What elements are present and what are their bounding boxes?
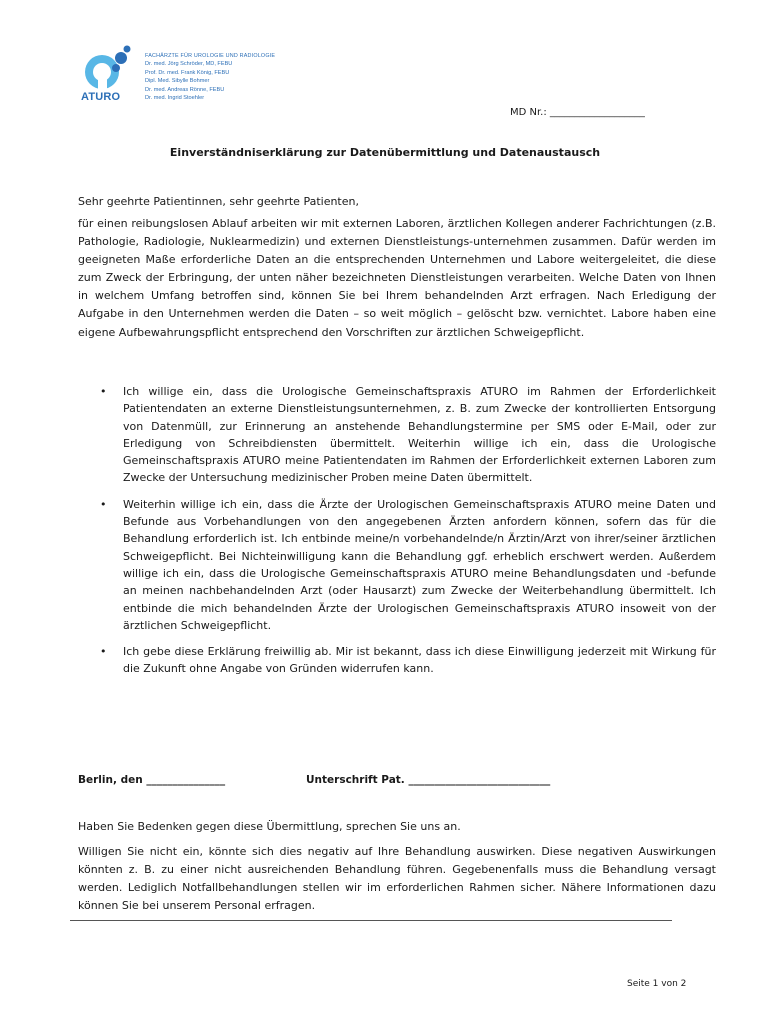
list-item bbox=[78, 496, 716, 634]
practice-name: FACHÄRZTE FÜR UROLOGIE UND RADIOLOGIE bbox=[145, 53, 276, 59]
letterhead-doctors bbox=[145, 52, 275, 102]
consent-text: Ich willige ein, dass die Urologische Gemeinschaftspraxis ATURO im Rahmen der Erforderlichkeit Patientendaten an externe Dienstleistungsunternehmen, z. B. zum Zwecke der kontrollierten Entsorgung von Datenmüll, zur Erinnerung an anstehende Behandlungstermine per SMS oder E-Mail, oder zur Erledigung von Schreibdiensten übermittelt. Weiterhin willige ich ein, dass die Urologische Gemeinschaftspraxis ATURO meine Patientendaten im Rahmen der Erforderlichkeit externen Laboren zum Zwecke der Untersuchung medizinischer Proben meine Daten übermittelt. bbox=[123, 385, 716, 485]
page-number: Seite 1 von 2 bbox=[627, 979, 687, 989]
intro-paragraph: für einen reibungslosen Ablauf arbeiten wir mit externen Laboren, ärztlichen Kollegen anderer Fachrichtungen (z.B. Pathologie, Radiologie, Nuklearmedizin) und externen Dienstleistungs-unternehmen zusammen. Dafür werden im geeigneten Maße erforderliche Daten an die entsprechenden Unternehmen und Labore weitergeleitet, die diese zum Zweck der Erbringung, der unten näher bezeichneten Dienstleistungen verarbeiten. Welche Daten von Ihnen in welchem Umfang betroffen sind, können Sie bei Ihrem behandelnden Arzt erfragen. Nach Erledigung der Aufgabe in den Unternehmen werden die Daten – so weit möglich – gelöscht bzw. vernichtet. Labore haben eine eigene Aufbewahrungspflicht entsprechend den Vorschriften zur ärztlichen Schweigepflicht. bbox=[78, 217, 716, 339]
doctor-name: Dr. med. Ingrid Stoehler bbox=[145, 95, 205, 102]
doctor-name: Prof. Dr. med. Frank König, FEBU bbox=[145, 69, 230, 76]
doctor-name: Dipl. Med. Sibylle Bohmer bbox=[145, 78, 210, 85]
bullet-icon: • bbox=[100, 385, 107, 398]
md-number-field: MD Nr.: ___________________ bbox=[510, 107, 645, 118]
footer-divider bbox=[70, 920, 672, 921]
list-item bbox=[78, 643, 716, 678]
salutation: Sehr geehrte Patientinnen, sehr geehrte Patienten, bbox=[78, 195, 359, 208]
doctor-name: Dr. med. Andreas Rönne, FEBU bbox=[145, 86, 225, 93]
refusal-note: Willigen Sie nicht ein, könnte sich dies negativ auf Ihre Behandlung auswirken. Diese negativen Auswirkungen könnten z. B. zu einer nicht ausreichenden Behandlung führen. Gegebenenfalls muss die Behandlung versagt werden. Lediglich Notfallbehandlungen stellen wir im erforderlichen Rahmen sicher. Nähere Informationen dazu können Sie bei unserem Personal erfragen. bbox=[78, 845, 716, 912]
logo-wordmark: ATURO bbox=[81, 91, 121, 103]
patient-signature-field: Unterschrift Pat. ___________________________ bbox=[306, 774, 551, 786]
bullet-icon: • bbox=[100, 645, 107, 659]
place-date-field: Berlin, den _______________ bbox=[78, 774, 226, 786]
consent-list bbox=[78, 383, 716, 687]
list-item bbox=[78, 383, 716, 487]
concern-note: Haben Sie Bedenken gegen diese Übermittlung, sprechen Sie uns an. bbox=[78, 820, 461, 833]
document-title: Einverständniserklärung zur Datenübermittlung und Datenaustausch bbox=[169, 146, 601, 159]
bullet-icon: • bbox=[100, 497, 107, 511]
consent-text: Weiterhin willige ich ein, dass die Ärzte der Urologischen Gemeinschaftspraxis ATURO meine Daten und Befunde aus Vorbehandlungen von den angegebenen Ärzten anfordern können, sofern das für die Behandlung erforderlich ist. Ich entbinde meine/n vorbehandelnde/n Ärztin/Arzt von ihrer/seiner ärztlichen Schweigepflicht. Bei Nichteinwilligung kann die Behandlung ggf. erheblich erschwert werden. Außerdem willige ich ein, dass die Urologische Gemeinschaftspraxis ATURO meine Behandlungsdaten und -befunde an meinen nachbehandelnden Arzt (oder Hausarzt) zum Zwecke der Weiterbehandlung übermittelt. Ich entbinde die mich behandelnden Ärzte der Urologischen Gemeinschaftspraxis ATURO insoweit von der ärztlichen Schweigepflicht. bbox=[123, 497, 716, 632]
consent-text: Ich gebe diese Erklärung freiwillig ab. Mir ist bekannt, dass ich diese Einwilligung jederzeit mit Wirkung für die Zukunft ohne Angabe von Gründen widerrufen kann. bbox=[123, 645, 716, 676]
doctor-name: Dr. med. Jörg Schröder, MD, FEBU bbox=[145, 61, 233, 68]
